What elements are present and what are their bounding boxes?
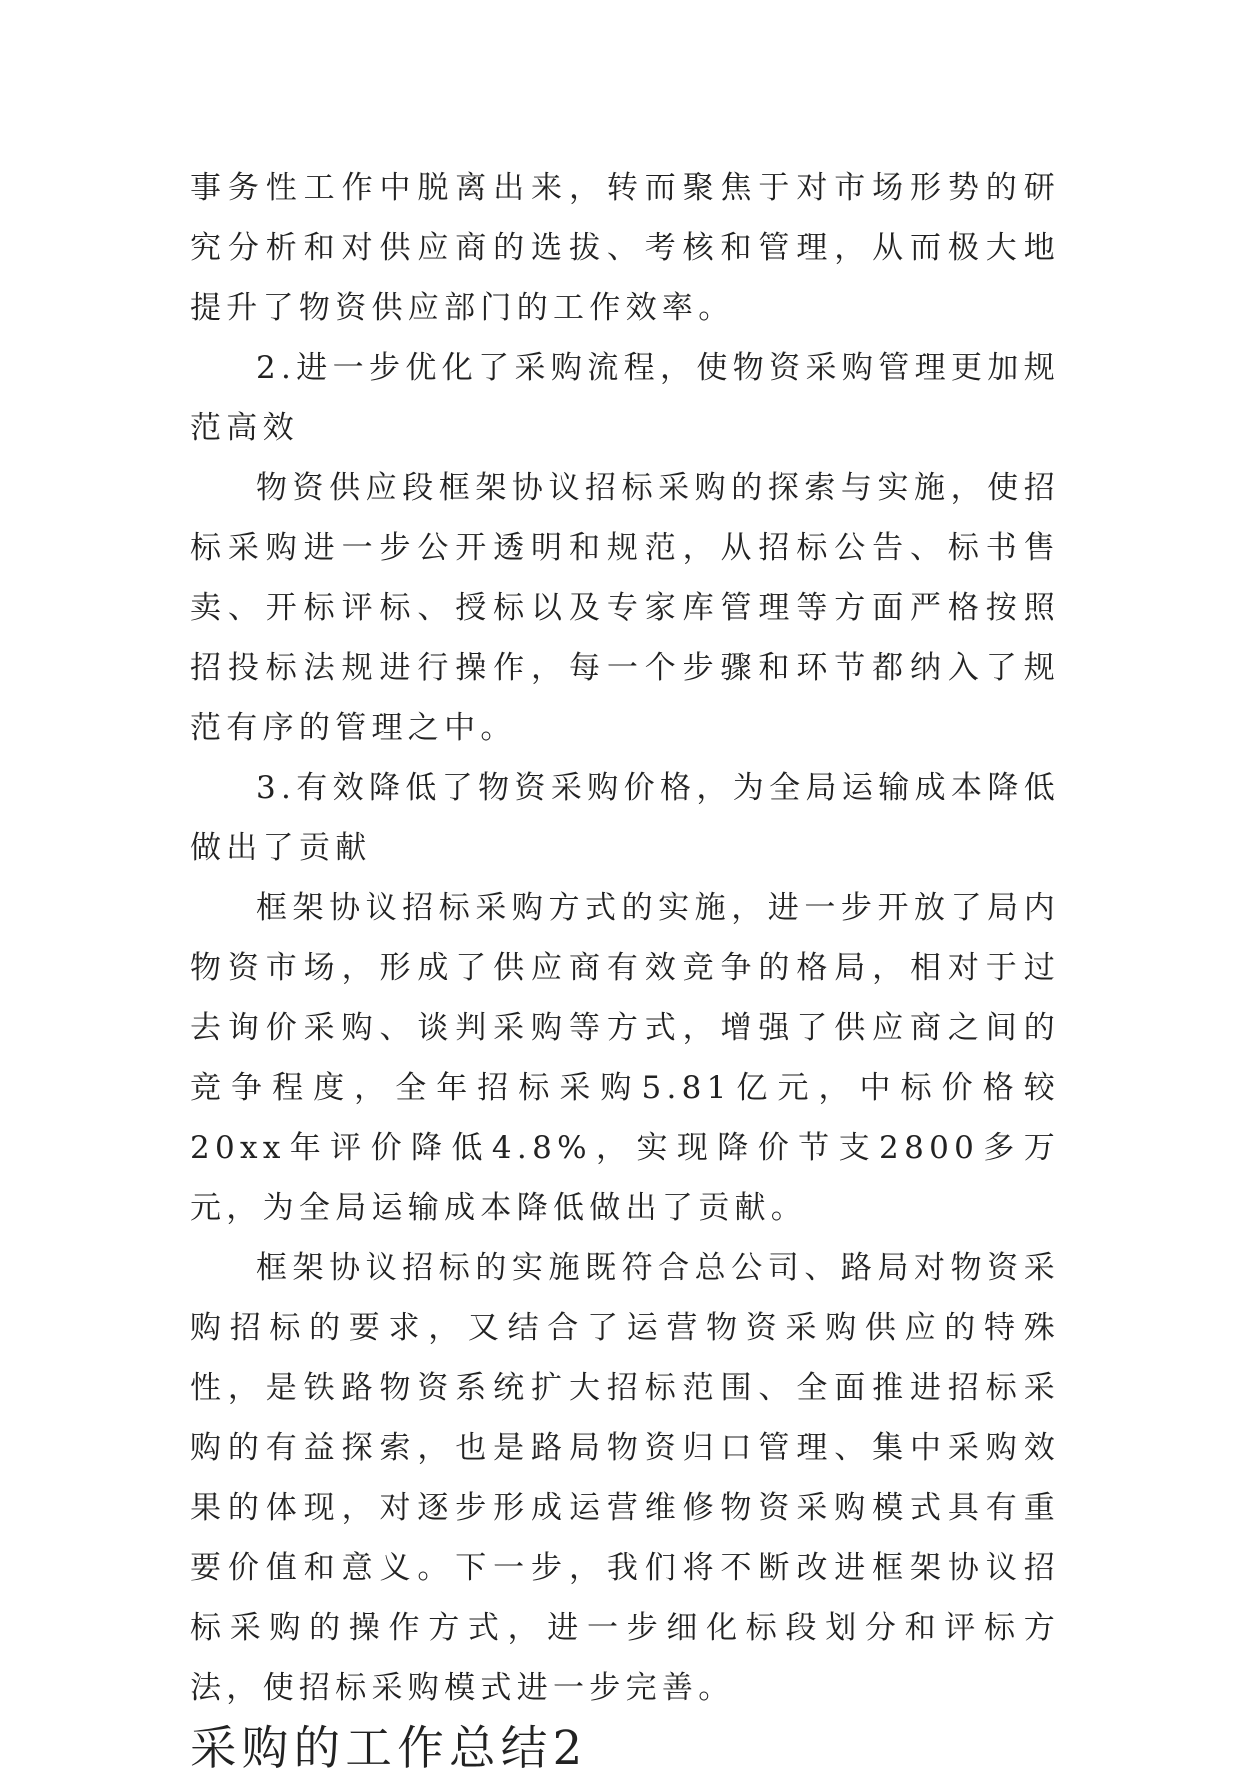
paragraph-body: 框架协议招标的实施既符合总公司、路局对物资采购招标的要求，又结合了运营物资采购供应的特殊性，是铁路物资系统扩大招标范围、全面推进招标采购的有益探索，也是路局物资归口管理、集中采购效果的体现，对逐步形成运营维修物资采购模式具有重要价值和意义。下一步，我们将不断改进框架协议招标采购的操作方式，进一步细化标段划分和评标方法，使招标采购模式进一步完善。 <box>190 1250 1060 1706</box>
paragraph-body: 框架协议招标采购方式的实施，进一步开放了局内物资市场，形成了供应商有效竞争的格局，相对于过去询价采购、谈判采购等方式，增强了供应商之间的竞争程度，全年招标采购5.81亿元，中标价格较20xx年评价降低4.8%，实现降价节支2800多万元，为全局运输成本降低做出了贡献。 <box>190 890 1060 1226</box>
subheading-3: 3.有效降低了物资采购价格，为全局运输成本降低做出了贡献 <box>190 770 1060 866</box>
section-heading: 采购的工作总结2 <box>190 1721 588 1775</box>
paragraph-continuation: 事务性工作中脱离出来，转而聚焦于对市场形势的研究分析和对供应商的选拔、考核和管理，从而极大地提升了物资供应部门的工作效率。 <box>190 170 1060 326</box>
paragraph-body: 物资供应段框架协议招标采购的探索与实施，使招标采购进一步公开透明和规范，从招标公告、标书售卖、开标评标、授标以及专家库管理等方面严格按照招投标法规进行操作，每一个步骤和环节都纳入了规范有序的管理之中。 <box>190 470 1060 746</box>
subheading-2: 2.进一步优化了采购流程，使物资采购管理更加规范高效 <box>190 350 1060 446</box>
document-body <box>190 158 1060 1778</box>
